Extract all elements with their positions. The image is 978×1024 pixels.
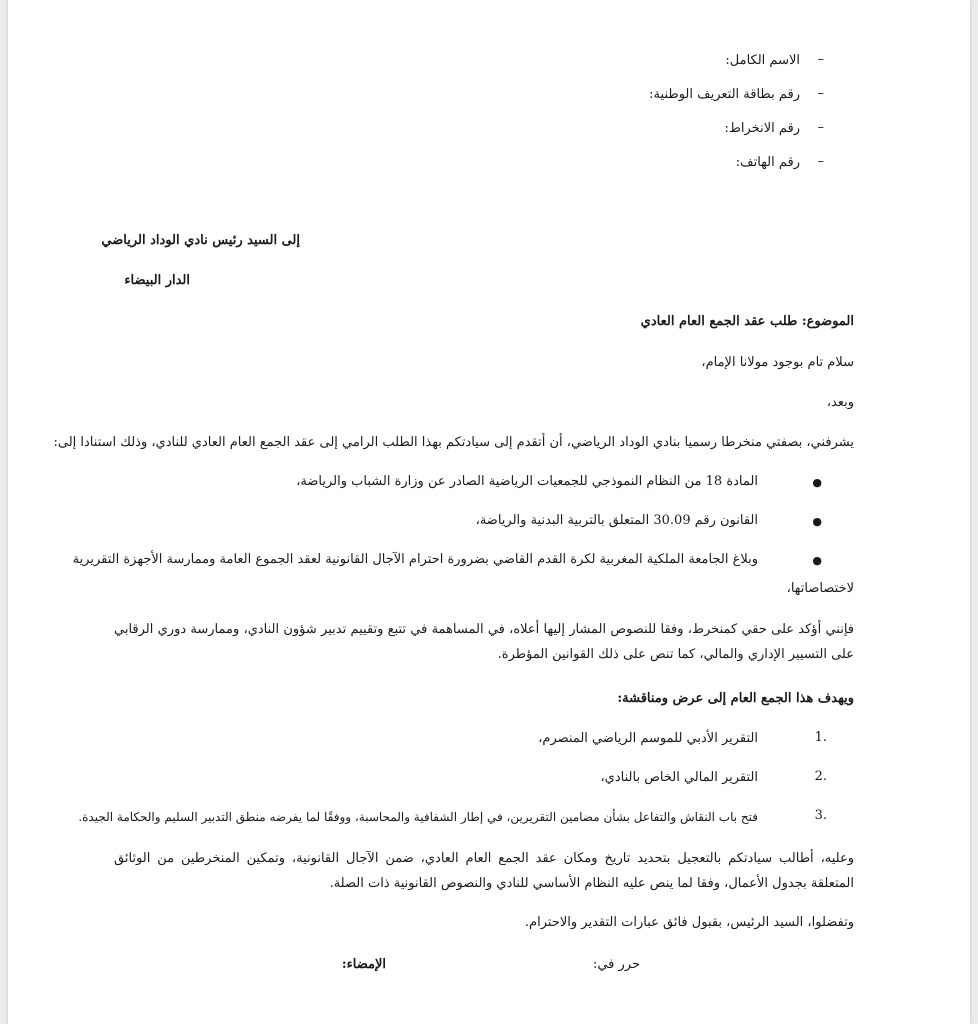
bullet-continuation: لاختصاصاتها، — [786, 581, 854, 596]
field-dash: – — [817, 120, 824, 135]
bullet-item: القانون رقم 30.09 المتعلق بالتربية البدنية والرياضة، — [475, 513, 758, 528]
agenda-heading: ويهدف هذا الجمع العام إلى عرض ومناقشة: — [617, 691, 854, 706]
agenda-item: فتح باب النقاش والتفاعل بشأن مضامين التقريرين، في إطار الشفافية والمحاسبة، ووفقًا لما يفرضه منطق التدبير السليم والحكامة الجيدة. — [78, 810, 758, 824]
recipient-line2: الدار البيضاء — [124, 273, 190, 288]
greeting: سلام تام بوجود مولانا الإمام، — [701, 355, 854, 370]
recipient-line1: إلى السيد رئيس نادي الوداد الرياضي — [101, 233, 300, 248]
agenda-item: التقرير المالي الخاص بالنادي، — [600, 770, 758, 785]
closing-line: وتفضلوا، السيد الرئيس، بقبول فائق عبارات التقدير والاحترام. — [524, 915, 854, 930]
field-dash: – — [817, 52, 824, 67]
field-phone: رقم الهاتف: — [735, 155, 800, 170]
bullet-marker: ● — [812, 476, 822, 489]
agenda-item: التقرير الأدبي للموسم الرياضي المنصرم، — [538, 731, 758, 746]
bullet-marker: ● — [812, 554, 822, 567]
field-national-id: رقم بطاقة التعريف الوطنية: — [649, 87, 800, 102]
bullet-item: وبلاغ الجامعة الملكية المغربية لكرة القدم القاضي بضرورة احترام الآجال القانونية لعقد الجموع العامة وممارسة الأجهزة التقريرية — [72, 552, 758, 567]
agenda-number: 3. — [814, 808, 827, 823]
bullet-marker: ● — [812, 515, 822, 528]
bullet-item: المادة 18 من النظام النموذجي للجمعيات الرياضية الصادر عن وزارة الشباب والرياضة، — [296, 474, 758, 489]
signature-label: الإمضاء: — [341, 957, 386, 972]
agenda-number: 1. — [814, 730, 827, 745]
agenda-number: 2. — [814, 769, 827, 784]
subject-line: الموضوع: طلب عقد الجمع العام العادي — [640, 314, 854, 329]
field-dash: – — [817, 86, 824, 101]
field-dash: – — [817, 154, 824, 169]
written-at-label: حرر في: — [592, 957, 640, 972]
intro-paragraph: يشرفني، بصفتي منخرطا رسميا بنادي الوداد الرياضي، أن أتقدم إلى سيادتكم بهذا الطلب الرامي إلى عقد الجمع العام العادي للنادي، وذلك استنادا إلى: — [53, 435, 854, 450]
field-full-name: الاسم الكامل: — [725, 53, 800, 68]
document-page — [8, 0, 970, 1024]
field-membership-number: رقم الانخراط: — [724, 121, 800, 136]
after-greeting: وبعد، — [826, 395, 854, 410]
rights-paragraph: فإنني أؤكد على حقي كمنخرط، وفقا للنصوص المشار إليها أعلاه، في المساهمة في تتبع وتقييم تدبير شؤون النادي، وممارسة دوري الرقابي على التسيير الإداري والمالي، كما تنص على ذلك القوانين المؤطرة. — [114, 622, 854, 662]
request-paragraph: وعليه، أطالب سيادتكم بالتعجيل بتحديد تاريخ ومكان عقد الجمع العام العادي، ضمن الآجال القانونية، وتمكين المنخرطين من الوثائق المتعلقة بجدول الأعمال، وفقا لما ينص عليه النظام الأساسي للنادي والنصوص القانونية ذات الصلة. — [114, 851, 854, 891]
